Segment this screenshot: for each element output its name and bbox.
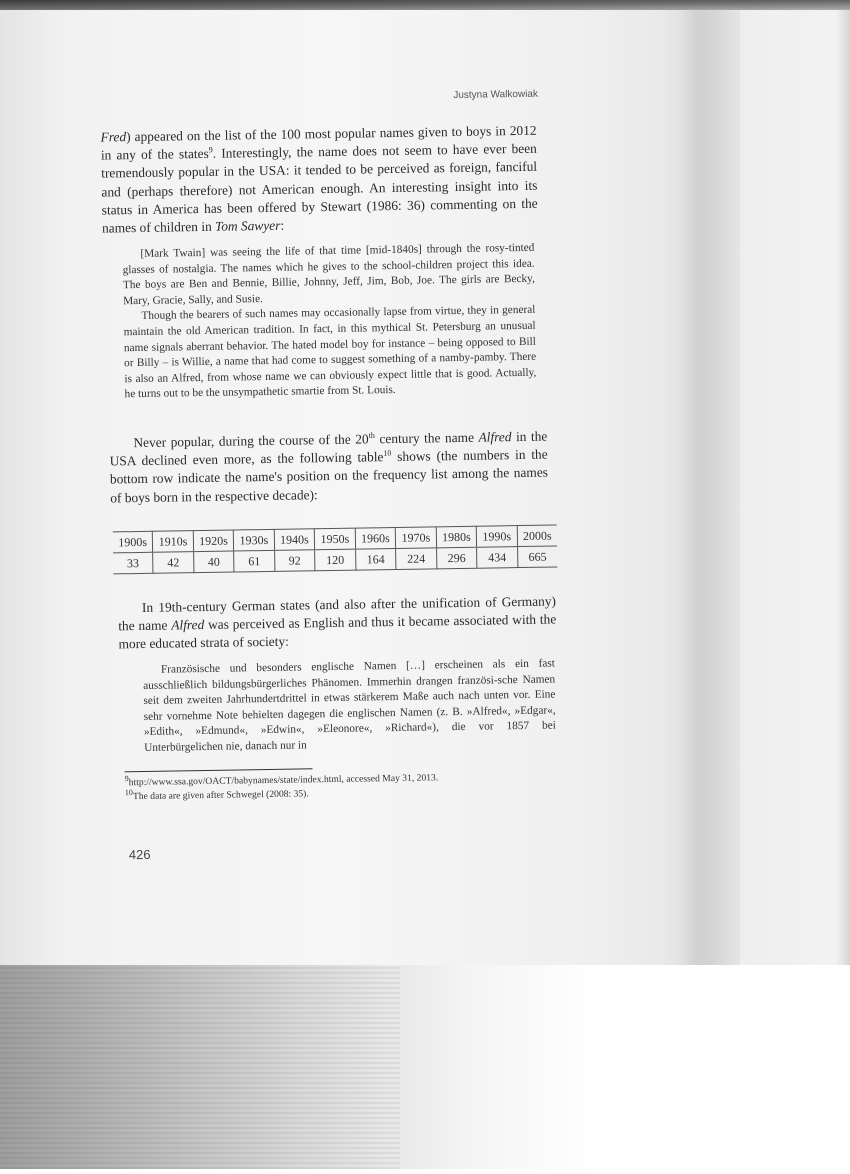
rank-cell: 665 — [517, 546, 557, 568]
decade-cell: 1960s — [355, 527, 396, 549]
rank-cell: 296 — [436, 547, 477, 569]
rank-cell: 434 — [477, 547, 518, 569]
decade-cell: 1920s — [193, 530, 234, 552]
paragraph-1: Fred) appeared on the list of the 100 most popular names given to boys in 2012 in any of the states$^9$. Interestingly, the name does not seem to have ever been tremendously popular in the USA: it tended to be perceived as foreign, fanciful and (perhaps therefore) not American enough. An interesting insight into its status in America has been offered by Stewart (1986: 36) commenting on the names of children in Tom Sawyer: — [100, 122, 538, 236]
name-alfred: Alfred — [171, 617, 205, 633]
rank-cell: 164 — [355, 548, 396, 570]
name-fred: Fred — [100, 129, 127, 145]
footnote-link[interactable]: http://www.ssa.gov/OACT/babynames/state/index.html, accessed May 31, 2013. — [128, 772, 439, 789]
footnote-rule — [125, 768, 313, 772]
footnote-10: $^{10}$The data are given after Schwegel (2008: 35). — [124, 787, 309, 803]
running-head: Justyna Walkowiak — [453, 88, 539, 102]
paragraph-3: In 19th-century German states (and also after the unification of Germany) the name Alfred was perceived as English and thus it became associated with the more educated strata of society: — [118, 593, 557, 652]
rank-cell: 40 — [193, 551, 234, 573]
rank-cell: 61 — [234, 550, 275, 572]
footnote-ref-9: 9 — [208, 145, 213, 155]
decade-cell: 1970s — [395, 527, 436, 549]
decade-cell: 1990s — [476, 526, 517, 548]
decade-cell: 1900s — [113, 531, 153, 553]
paragraph-2: Never popular, during the course of the 20th century the name Alfred in the USA declined even more, as the following table$^{10}$ shows (the numbers in the bottom row indicate the name's position on the frequency list among the names of boys born in the respective decade): — [109, 428, 549, 506]
name-alfred: Alfred — [478, 429, 512, 445]
footnote-ref-10: 10 — [383, 448, 392, 458]
page-number: 426 — [128, 846, 151, 863]
block-quote-german: Französische und besonders englische Namen […] erscheinen als ein fast ausschließlich bildungsbürgerliches Phänomen. Immerhin drangen französi-sche Namen seit dem zweiten Jahrhundertdrittel in etwas stärkerem Maße auch nach unten vor. Eine sehr vornehme Note behielten dagegen die englischen Namen (z. B. »Alfred«, »Edgar«, »Edith«, »Edmund«, »Edwin«, »Eleonore«, »Richard«), die vor 1857 bei Unterbürgelichen nie, danach nur in — [143, 657, 556, 754]
rank-cell: 92 — [274, 550, 315, 572]
rank-cell: 120 — [315, 549, 356, 571]
decade-rank-table — [113, 524, 558, 574]
decade-cell: 1980s — [436, 526, 477, 548]
block-quote-stewart — [122, 241, 536, 403]
decade-cell: 1940s — [274, 529, 315, 551]
decade-cell: 2000s — [517, 525, 557, 547]
rank-cell: 224 — [396, 548, 437, 570]
rank-cell: 42 — [153, 552, 194, 574]
rank-cell: 33 — [113, 552, 153, 574]
decade-cell: 1910s — [153, 531, 194, 553]
quote-paragraph: [Mark Twain] was seeing the life of that time [mid-1840s] through the rosy-tinted glasses of nostalgia. The names which he gives to the school-children project this idea. The boys are Ben and Bennie, Billie, Johnny, Jeff, Jim, Bob, Joe. The girls are Becky, Mary, Gracie, Sally, and Susie. — [122, 241, 535, 308]
quote-paragraph: Though the bearers of such names may occasionally lapse from virtue, they in general maintain the old American tradition. In fact, in this mythical St. Petersburg an unusual name signals aberrant behavior. The hated model boy for instance – being opposed to Bill or Billy – is Willie, a name that had come to suggest something of a namby-pamby. There is also an Alfred, from whose name we can obviously expect little that is good. Actually, he turns out to be the unsympathetic smartie from St. Louis. — [123, 304, 537, 401]
decade-cell: 1930s — [234, 529, 275, 551]
footnote-9: $^9$http://www.ssa.gov/OACT/babynames/state/index.html, accessed May 31, 2013. — [124, 772, 439, 789]
book-title: Tom Sawyer — [214, 217, 281, 234]
decade-cell: 1950s — [314, 528, 355, 550]
